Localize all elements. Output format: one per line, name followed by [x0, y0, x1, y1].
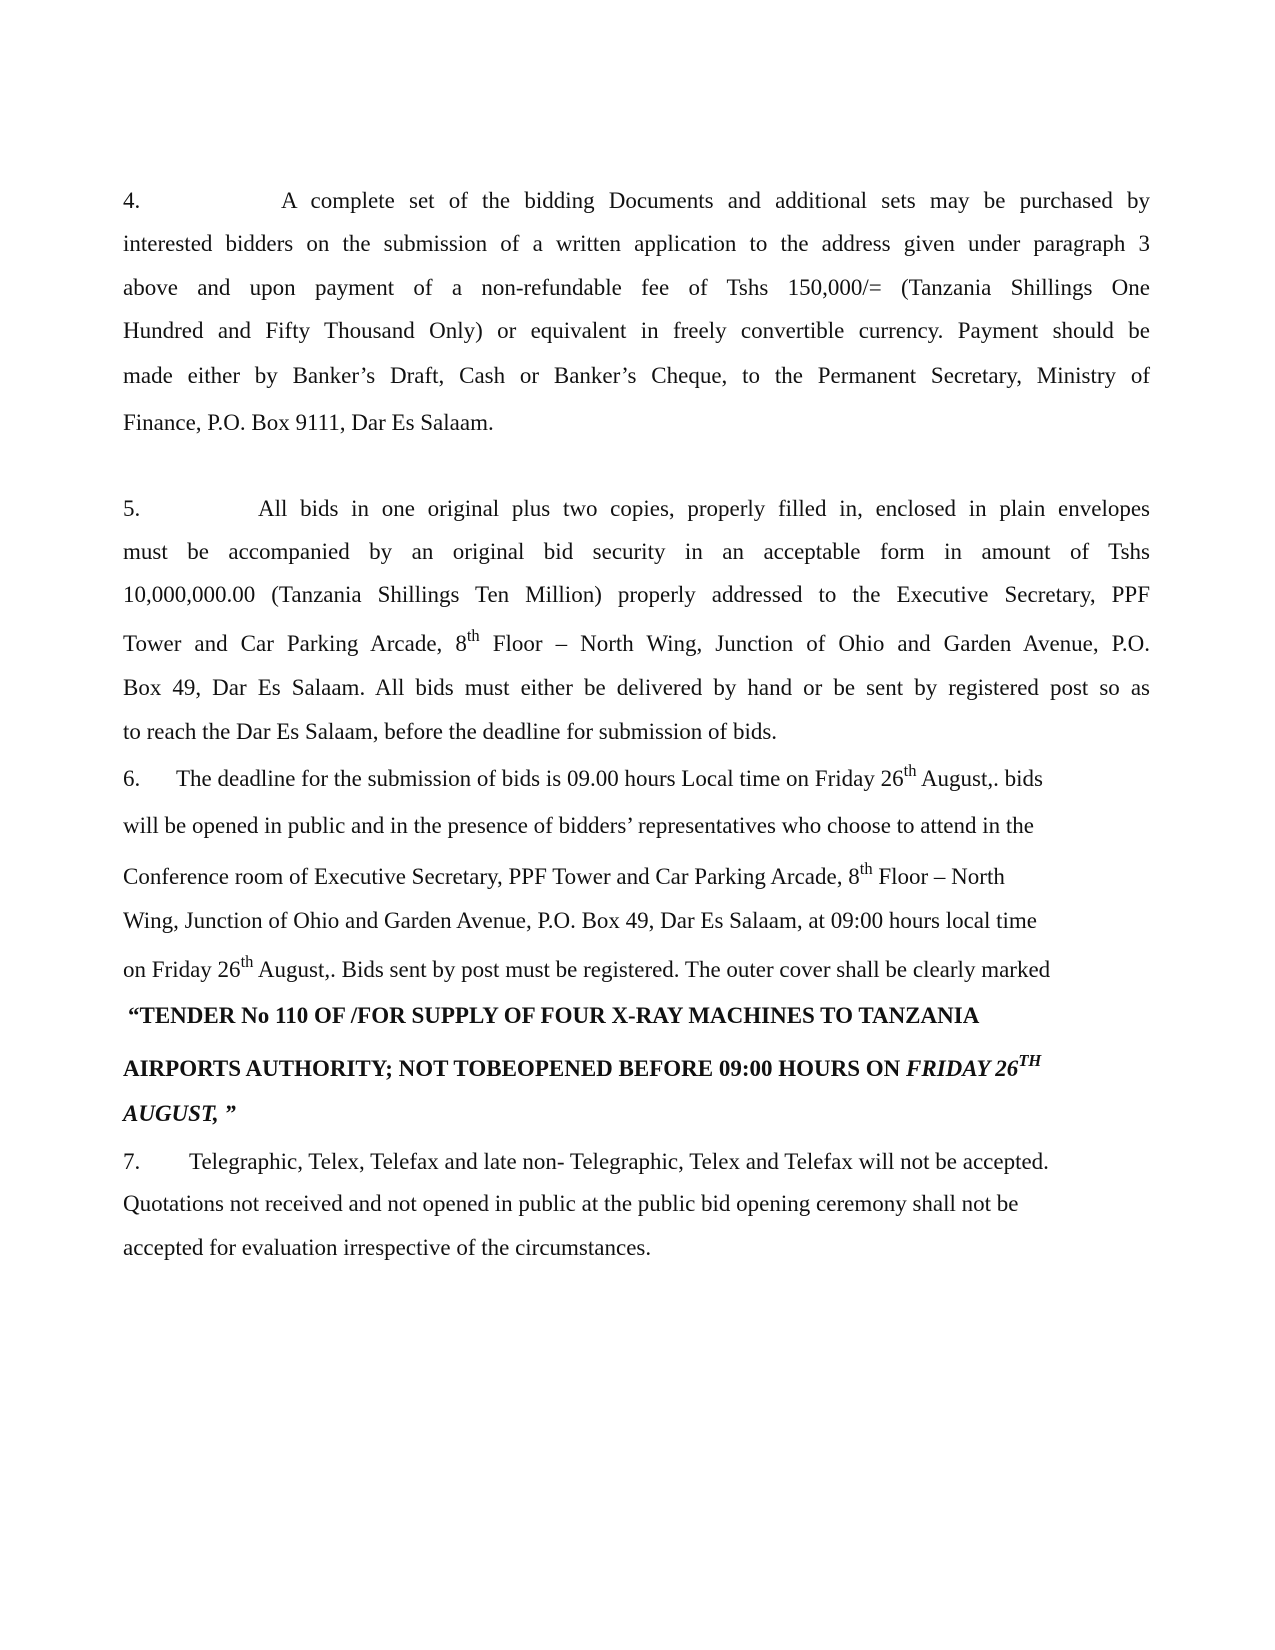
- paragraph-5-number: 5.: [123, 496, 141, 521]
- paragraph-7-number: 7.: [123, 1149, 141, 1174]
- paragraph-6-number: 6.: [123, 766, 141, 791]
- envelope-marking-line-2-b: FRIDAY 26: [906, 1056, 1019, 1081]
- paragraph-6-line-1-b: August,. bids: [916, 766, 1043, 791]
- paragraph-5-line-4: [123, 625, 1150, 658]
- paragraph-5-line-1: [123, 495, 1150, 523]
- paragraph-5-text-start: All bids in one original plus two copies, properly filled in, enclosed in plain envelopes: [258, 496, 1150, 521]
- ordinal-suffix: th: [240, 951, 254, 971]
- paragraph-6-line-1-a: The deadline for the submission of bids is 09.00 hours Local time on Friday 26: [176, 766, 904, 791]
- ordinal-suffix: th: [859, 858, 873, 878]
- ordinal-suffix: th: [466, 625, 480, 645]
- paragraph-6-line-3-b: Floor – North: [872, 864, 1005, 889]
- ordinal-suffix: th: [903, 760, 917, 780]
- paragraph-4-text-start: A complete set of the bidding Documents and additional sets may be purchased by: [281, 188, 1150, 213]
- envelope-marking-line-2: [123, 1050, 1150, 1083]
- paragraph-7-line-2: Quotations not received and not opened in public at the public bid opening ceremony shall not be: [123, 1191, 1019, 1216]
- ordinal-suffix: TH: [1018, 1050, 1042, 1070]
- paragraph-4-line-4: Hundred and Fifty Thousand Only) or equivalent in freely convertible currency. Payment should be: [123, 318, 1150, 343]
- envelope-marking-line-3: AUGUST, ”: [123, 1101, 236, 1126]
- paragraph-5-line-6: to reach the Dar Es Salaam, before the deadline for submission of bids.: [123, 719, 778, 744]
- paragraph-6-line-3-a: Conference room of Executive Secretary, PPF Tower and Car Parking Arcade, 8: [123, 864, 860, 889]
- paragraph-7-line-1-text: Telegraphic, Telex, Telefax and late non- Telegraphic, Telex and Telefax will not be accepted.: [189, 1149, 1049, 1174]
- paragraph-4-line-1: [123, 187, 1150, 215]
- paragraph-6-line-4: Wing, Junction of Ohio and Garden Avenue, P.O. Box 49, Dar Es Salaam, at 09:00 hours local time: [123, 908, 1038, 933]
- paragraph-6-line-5-b: August,. Bids sent by post must be registered. The outer cover shall be clearly marked: [253, 957, 1051, 982]
- paragraph-7-line-3: accepted for evaluation irrespective of the circumstances.: [123, 1235, 652, 1260]
- paragraph-6-line-1: [123, 760, 1150, 793]
- paragraph-4-line-2: interested bidders on the submission of a written application to the address given under paragraph 3: [123, 231, 1150, 256]
- paragraph-5-line-3: 10,000,000.00 (Tanzania Shillings Ten Million) properly addressed to the Executive Secretary, PPF: [123, 582, 1150, 607]
- envelope-marking-line-2-a: AIRPORTS AUTHORITY; NOT TOBEOPENED BEFORE 09:00 HOURS ON: [123, 1056, 907, 1081]
- paragraph-4-line-5: made either by Banker’s Draft, Cash or Banker’s Cheque, to the Permanent Secretary, Ministry of: [123, 363, 1150, 388]
- paragraph-5-line-4-a: Tower and Car Parking Arcade, 8: [123, 631, 467, 656]
- paragraph-5-line-2: must be accompanied by an original bid security in an acceptable form in amount of Tshs: [123, 539, 1150, 564]
- paragraph-4-line-3: above and upon payment of a non-refundable fee of Tshs 150,000/= (Tanzania Shillings One: [123, 275, 1150, 300]
- paragraph-4-number: 4.: [123, 188, 141, 213]
- envelope-marking-line-1: “TENDER No 110 OF /FOR SUPPLY OF FOUR X-RAY MACHINES TO TANZANIA: [128, 1003, 980, 1028]
- paragraph-5-line-4-b: Floor – North Wing, Junction of Ohio and Garden Avenue, P.O.: [479, 631, 1150, 656]
- paragraph-6-line-5-a: on Friday 26: [123, 957, 241, 982]
- paragraph-6-line-3: [123, 858, 1150, 891]
- paragraph-7-line-1: [123, 1148, 1150, 1176]
- paragraph-4-line-6: Finance, P.O. Box 9111, Dar Es Salaam.: [123, 410, 494, 435]
- paragraph-6-line-2: will be opened in public and in the presence of bidders’ representatives who choose to attend in the: [123, 813, 1034, 838]
- paragraph-6-line-5: [123, 951, 1150, 984]
- paragraph-5-line-5: Box 49, Dar Es Salaam. All bids must either be delivered by hand or be sent by registered post so as: [123, 675, 1150, 700]
